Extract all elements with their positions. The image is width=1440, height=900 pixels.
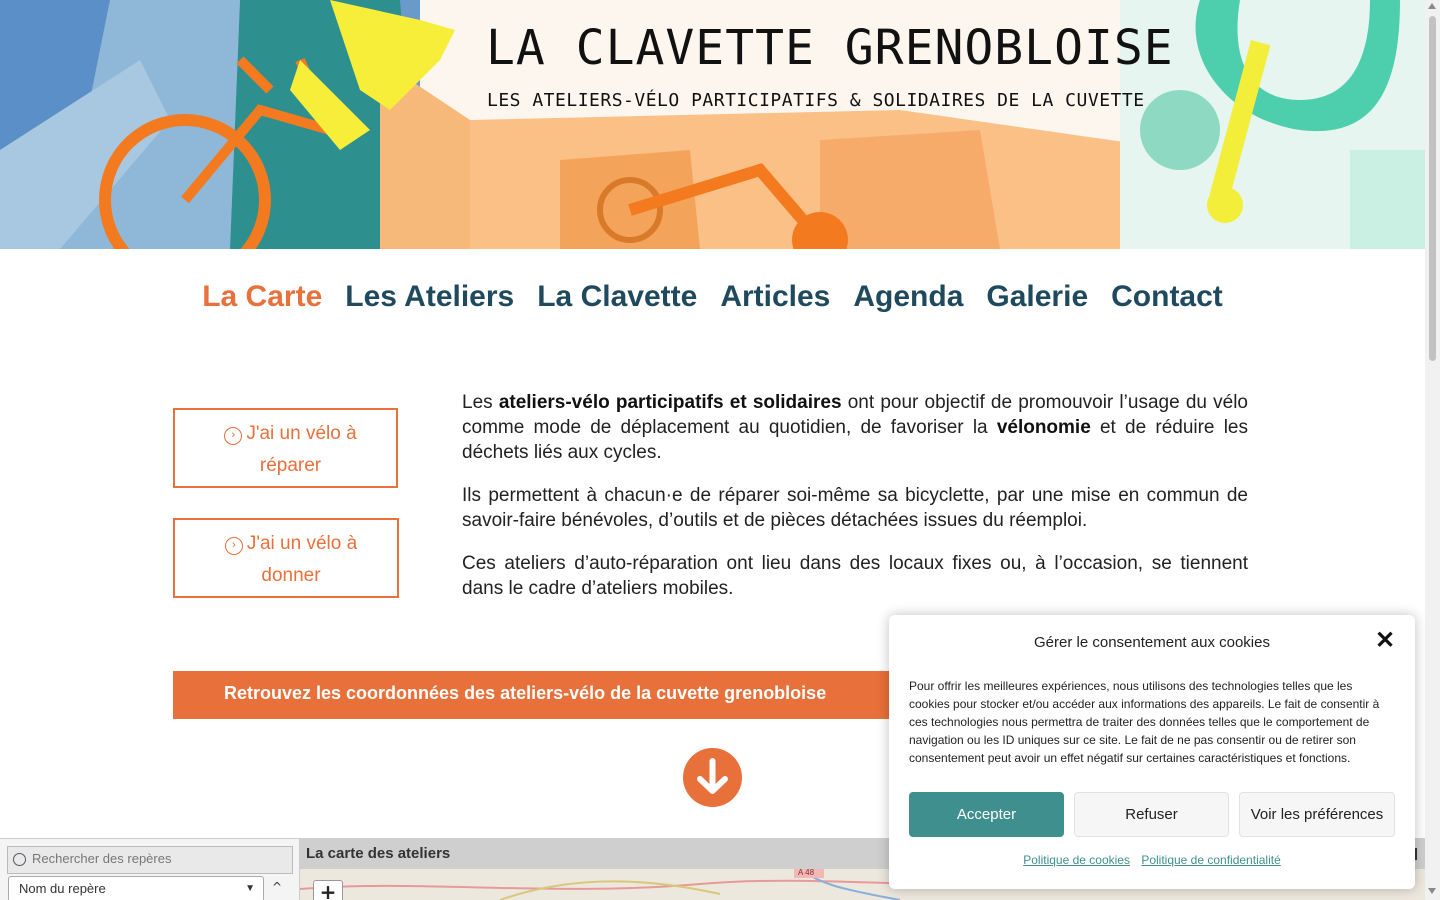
repair-bike-button[interactable] xyxy=(173,408,398,488)
nav-item-galerie[interactable]: Galerie xyxy=(986,280,1089,313)
map-search-input[interactable] xyxy=(7,846,293,874)
chevron-right-circle-icon: › xyxy=(224,427,242,445)
page-scrollbar[interactable] xyxy=(1425,0,1440,900)
zoom-in-button[interactable]: + xyxy=(313,880,343,900)
refuse-cookies-button[interactable]: Refuser xyxy=(1074,792,1229,837)
scroll-up-arrow-icon[interactable] xyxy=(1428,3,1436,9)
map-sort-value: Nom du repère xyxy=(19,881,106,896)
cookie-dialog-title: Gérer le consentement aux cookies xyxy=(1034,634,1270,651)
road-label: A 48 xyxy=(798,868,815,877)
chevron-right-circle-icon: › xyxy=(225,537,243,555)
intro-paragraph-1: Les ateliers-vélo participatifs et solidaires ont pour objectif de promouvoir l’usage du vélo comme mode de déplacement au quotidien, de favoriser la vélonomie et de réduire les déchets liés aux cycles. xyxy=(462,392,1248,463)
map-search-placeholder: Rechercher des repères xyxy=(32,851,172,866)
donate-bike-label-line2: donner xyxy=(261,565,321,586)
scrollbar-thumb[interactable] xyxy=(1429,16,1436,361)
cookie-dialog-text: Pour offrir les meilleures expériences, nous utilisons des technologies telles que les cookies pour stocker et/ou accéder aux informations des appareils. Le fait de consentir à ces technologies nous permettra de traiter des données telles que le comportement de navigation ou les ID uniques sur ce site. Le fait de ne pas consentir ou de retirer son consentement peut avoir un effet négatif sur certaines caractéristiques et fonctions. xyxy=(909,679,1380,765)
repair-bike-label-line2: réparer xyxy=(259,455,322,476)
nav-item-agenda[interactable]: Agenda xyxy=(853,280,964,313)
nav-item-les-ateliers[interactable]: Les Ateliers xyxy=(345,280,515,313)
intro-paragraph-2: Ils permettent à chacun·e de réparer soi-même sa bicyclette, par une mise en commun de savoir-faire bénévoles, d’outils et de pièces détachées issues du réemploi. xyxy=(462,485,1248,531)
intro-text xyxy=(462,390,1248,619)
find-workshops-banner: Retrouvez les coordonnées des ateliers-vélo de la cuvette grenobloise xyxy=(173,671,1248,719)
donate-bike-label-line1: J'ai un vélo à xyxy=(246,533,358,554)
map-title: La carte des ateliers xyxy=(300,838,1425,869)
site-banner xyxy=(0,0,1425,249)
view-preferences-button[interactable]: Voir les préférences xyxy=(1239,792,1395,837)
search-icon xyxy=(13,853,26,866)
banner-title: LA CLAVETTE GRENOBLOISE xyxy=(486,20,1174,76)
nav-item-la-clavette[interactable]: La Clavette xyxy=(537,280,698,313)
map-sidebar xyxy=(0,838,300,900)
nav-item-la-carte[interactable]: La Carte xyxy=(202,280,323,313)
close-icon[interactable]: ✕ xyxy=(1375,627,1396,654)
main-nav xyxy=(0,280,1425,314)
intro-paragraph-3: Ces ateliers d’auto-réparation ont lieu dans des locaux fixes ou, à l’occasion, se tiennent dans le cadre d’ateliers mobiles. xyxy=(462,553,1248,599)
nav-item-articles[interactable]: Articles xyxy=(720,280,831,313)
map-sort-select[interactable] xyxy=(8,876,264,900)
donate-bike-button[interactable] xyxy=(173,518,399,598)
cookie-policy-link[interactable]: Politique de cookies xyxy=(1023,853,1130,867)
nav-item-contact[interactable]: Contact xyxy=(1111,280,1223,313)
repair-bike-label-line1: J'ai un vélo à xyxy=(246,423,357,444)
cookie-consent-dialog xyxy=(889,615,1415,889)
arrow-down-icon[interactable] xyxy=(683,748,742,807)
accept-cookies-button[interactable]: Accepter xyxy=(909,792,1064,837)
cookie-policy-links xyxy=(889,853,1415,867)
collapse-icon[interactable]: ^ xyxy=(272,880,283,894)
banner-subtitle: LES ATELIERS-VÉLO PARTICIPATIFS & SOLIDAIRES DE LA CUVETTE xyxy=(487,90,1145,111)
chevron-down-icon: ▼ xyxy=(245,883,255,894)
privacy-policy-link[interactable]: Politique de confidentialité xyxy=(1141,853,1281,867)
scroll-down-arrow-icon[interactable] xyxy=(1428,888,1436,894)
